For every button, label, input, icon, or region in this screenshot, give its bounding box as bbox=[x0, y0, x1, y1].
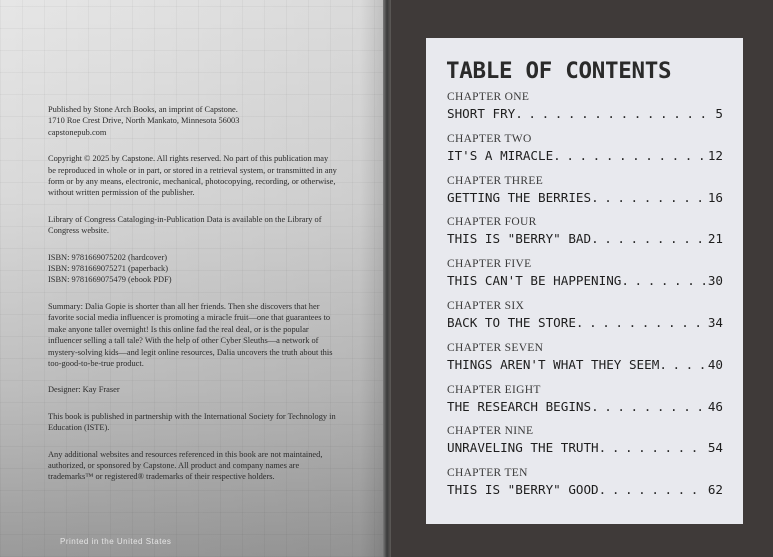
chapter-page-number: 40 bbox=[707, 356, 723, 372]
chapter-title-row bbox=[447, 398, 723, 416]
chapter-title: UNRAVELING THE TRUTH bbox=[447, 440, 599, 456]
toc-title: TABLE OF CONTENTS bbox=[446, 58, 672, 84]
dot-leader bbox=[591, 398, 706, 416]
dot-leader bbox=[599, 481, 706, 499]
toc-entry[interactable] bbox=[447, 466, 723, 508]
printed-in-footer: Printed in the United States bbox=[60, 537, 172, 546]
chapter-page-number: 16 bbox=[707, 189, 723, 205]
chapter-title: SHORT FRY bbox=[447, 106, 516, 121]
copyright-paragraph: Designer: Kay Fraser bbox=[48, 385, 120, 395]
chapter-page-number: 54 bbox=[707, 440, 723, 456]
copyright-text bbox=[48, 104, 338, 498]
chapter-title: THIS CAN'T BE HAPPENING bbox=[447, 273, 622, 289]
chapter-title: THIS IS "BERRY" GOOD bbox=[447, 482, 599, 498]
copyright-paragraph: Library of Congress Cataloging-in-Publication Data is available on the Library of Congress website. bbox=[48, 214, 322, 236]
copyright-paragraph: This book is published in partnership with the International Society for Technology in Education (ISTE). bbox=[48, 411, 336, 433]
toc-entry[interactable] bbox=[447, 299, 723, 341]
toc-entry[interactable] bbox=[447, 174, 723, 216]
chapter-number-label: CHAPTER SEVEN bbox=[447, 341, 544, 354]
toc-entry[interactable] bbox=[447, 215, 723, 257]
chapter-page-number: 12 bbox=[707, 147, 723, 163]
chapter-title-row bbox=[447, 147, 723, 165]
chapter-title-row bbox=[447, 189, 723, 207]
chapter-number-label: CHAPTER NINE bbox=[447, 425, 534, 438]
dot-leader bbox=[515, 105, 713, 123]
chapter-number-label: CHAPTER SIX bbox=[447, 299, 525, 312]
toc-list bbox=[447, 90, 723, 508]
chapter-page-number: 34 bbox=[707, 314, 723, 330]
dot-leader bbox=[659, 356, 706, 374]
chapter-title-row bbox=[447, 230, 723, 248]
chapter-number-label: CHAPTER THREE bbox=[447, 174, 544, 187]
copyright-paragraph: ISBN: 9781669075202 (hardcover) ISBN: 9781669075271 (paperback) ISBN: 9781669075479 (ebook PDF) bbox=[48, 252, 172, 285]
chapter-title: BACK TO THE STORE bbox=[447, 314, 576, 330]
chapter-title: THIS IS "BERRY" BAD bbox=[447, 231, 592, 247]
copyright-paragraph: Any additional websites and resources referenced in this book are not maintained, authorized, or sponsored by Capstone. All product and company names are trademarks™ or registered® trademarks of their respective holders. bbox=[48, 449, 323, 482]
chapter-title: THINGS AREN'T WHAT THEY SEEM bbox=[447, 356, 660, 372]
chapter-number-label: CHAPTER EIGHT bbox=[447, 383, 541, 396]
chapter-title: IT'S A MIRACLE bbox=[447, 147, 554, 163]
dot-leader bbox=[591, 230, 706, 248]
toc-entry[interactable] bbox=[447, 424, 723, 466]
chapter-title: THE RESEARCH BEGINS bbox=[447, 398, 592, 414]
dot-leader bbox=[591, 189, 706, 207]
chapter-page-number: 30 bbox=[707, 273, 723, 289]
toc-entry[interactable] bbox=[447, 383, 723, 425]
dot-leader bbox=[599, 439, 706, 457]
dot-leader bbox=[621, 272, 705, 290]
chapter-page-number: 5 bbox=[715, 106, 723, 121]
copyright-paragraph: Copyright © 2025 by Capstone. All rights reserved. No part of this publication may be reproduced in whole or in part, or stored in a retrieval system, or transmitted in any form or by any means, electronic, mechanical, photocopying, recording, or otherwise, without written permission of the publisher. bbox=[48, 154, 337, 198]
chapter-title-row bbox=[447, 356, 723, 374]
chapter-title-row bbox=[447, 272, 723, 290]
book-gutter bbox=[383, 0, 391, 557]
toc-entry[interactable] bbox=[447, 90, 723, 132]
dot-leader bbox=[576, 314, 706, 332]
chapter-title-row bbox=[447, 314, 723, 332]
chapter-title-row bbox=[447, 481, 723, 499]
chapter-number-label: CHAPTER TWO bbox=[447, 132, 532, 145]
chapter-number-label: CHAPTER FIVE bbox=[447, 258, 532, 271]
chapter-page-number: 62 bbox=[707, 482, 723, 498]
copyright-paragraph: Published by Stone Arch Books, an imprint of Capstone. 1710 Roe Crest Drive, North Mankato, Minnesota 56003 capstonepub.com bbox=[48, 105, 240, 137]
chapter-title-row bbox=[447, 105, 723, 123]
chapter-number-label: CHAPTER ONE bbox=[447, 91, 530, 103]
toc-entry[interactable] bbox=[447, 132, 723, 174]
toc-entry[interactable] bbox=[447, 341, 723, 383]
chapter-number-label: CHAPTER TEN bbox=[447, 467, 528, 480]
dot-leader bbox=[553, 147, 706, 165]
copyright-paragraph: Summary: Dalia Gopie is shorter than all her friends. Then she discovers that her favorite social media influencer is promoting a miracle fruit—one that guarantees to make anyone taller overnight! Is this online fad the real deal, or is the popular influencer selling a tall tale? With the help of other Cyber Sleuths—a network of mystery-solving kids—and legit online resources, Dalia uncovers the truth about this too-good-to-be-true product. bbox=[48, 301, 333, 368]
chapter-title-row bbox=[447, 439, 723, 457]
toc-entry[interactable] bbox=[447, 257, 723, 299]
chapter-number-label: CHAPTER FOUR bbox=[447, 216, 537, 229]
chapter-page-number: 21 bbox=[707, 231, 723, 247]
copyright-page bbox=[0, 0, 386, 557]
chapter-page-number: 46 bbox=[707, 398, 723, 414]
chapter-title: GETTING THE BERRIES bbox=[447, 189, 592, 205]
